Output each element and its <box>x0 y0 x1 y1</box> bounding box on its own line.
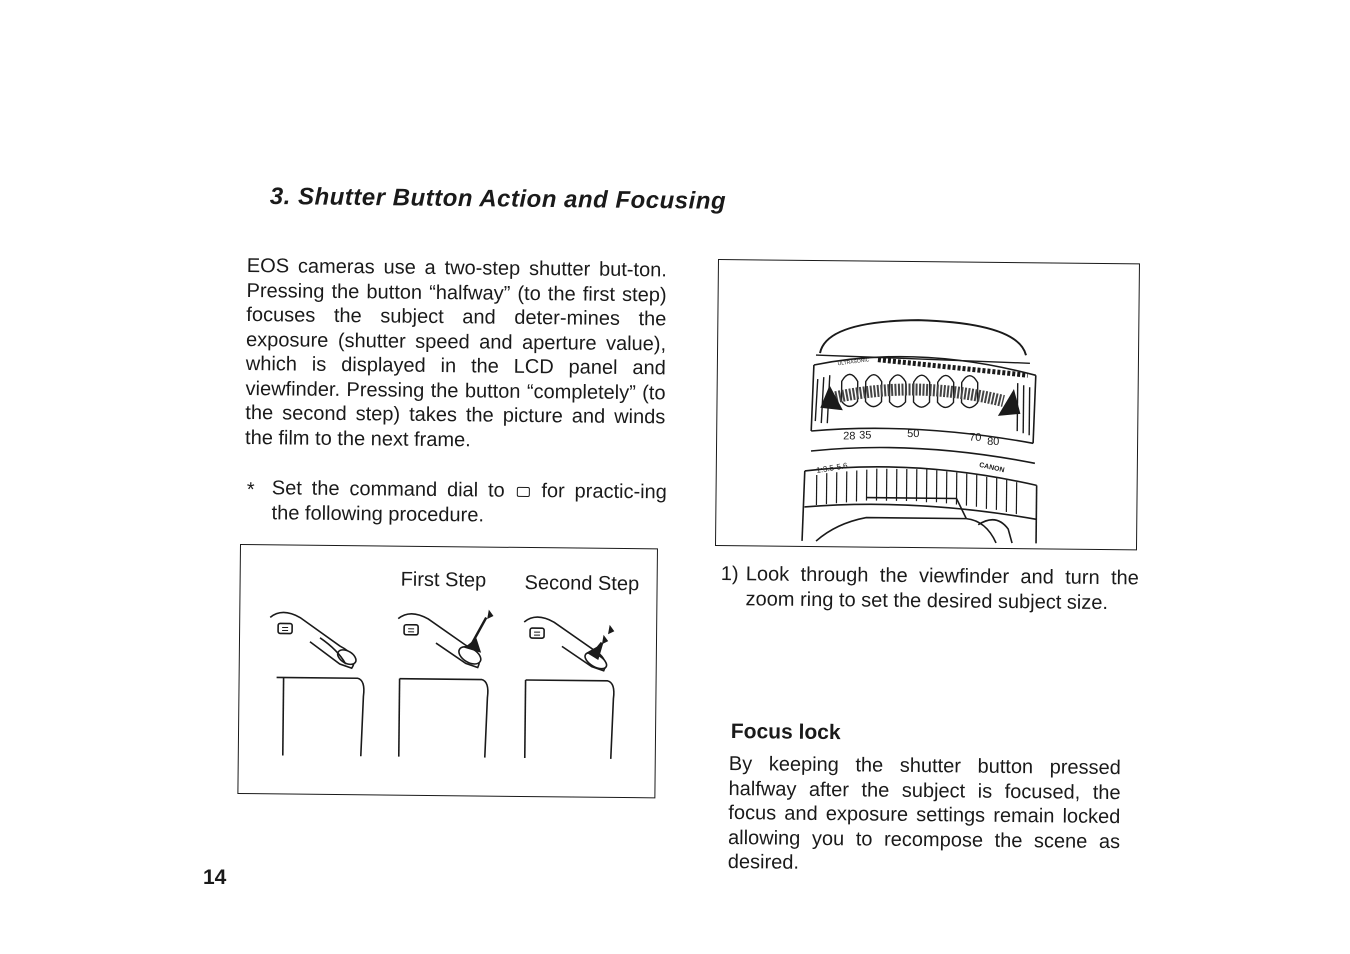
shutter-steps-figure <box>237 544 658 798</box>
focus-lock-heading: Focus lock <box>730 720 841 745</box>
focal-mark-50: 50 <box>907 427 920 441</box>
practice-note <box>246 476 666 529</box>
hand-first-step-icon <box>397 611 493 758</box>
shutter-hands-illustration <box>238 545 659 799</box>
note-text <box>271 476 666 529</box>
page-title: 3. Shutter Button Action and Focusing <box>269 183 727 215</box>
intro-paragraph: EOS cameras use a two-step shutter but-ton. Pressing the button “halfway” (to the first step) focuses the subject and deter-mines the exposure (shutter speed and aperture value), which is displayed in the LCD panel and viewfinder. Pressing the button “completely” (to the second step) takes the picture and winds the film to the next frame. <box>244 254 667 451</box>
note-text-before: Set the command dial to <box>271 477 505 502</box>
second-step-label: Second Step <box>524 571 640 596</box>
hand-rest-icon <box>269 612 365 756</box>
focal-mark-35: 35 <box>859 429 872 442</box>
single-frame-square-icon <box>517 487 530 497</box>
zoom-lens-figure <box>715 259 1140 550</box>
brand-label: CANON <box>978 461 1005 475</box>
ultrasonic-label: ULTRASONIC <box>837 357 870 368</box>
focal-mark-70: 70 <box>969 431 982 444</box>
first-step-label: First Step <box>400 568 487 592</box>
focus-lock-text: By keeping the shutter button pressed halfway after the subject is focused, the focus and exposure settings remain locked allowing you to recompose the scene as desired. <box>727 752 1121 874</box>
note-marker: * <box>246 478 255 502</box>
focal-length-scale <box>816 357 1007 477</box>
figure-caption <box>720 562 1138 615</box>
hand-second-step-icon <box>523 617 615 759</box>
zoom-lens-illustration <box>716 260 1141 551</box>
note-text-after: for practic-ing the following procedure. <box>271 480 667 526</box>
focal-mark-80: 80 <box>987 435 1000 448</box>
aperture-label: 1:3.5-5.6 <box>815 460 849 476</box>
caption-text: Look through the viewfinder and turn the zoom ring to set the desired subject size. <box>745 563 1139 614</box>
caption-number: 1) <box>720 562 739 586</box>
focal-mark-28: 28 <box>843 430 856 443</box>
page-number: 14 <box>203 866 227 889</box>
